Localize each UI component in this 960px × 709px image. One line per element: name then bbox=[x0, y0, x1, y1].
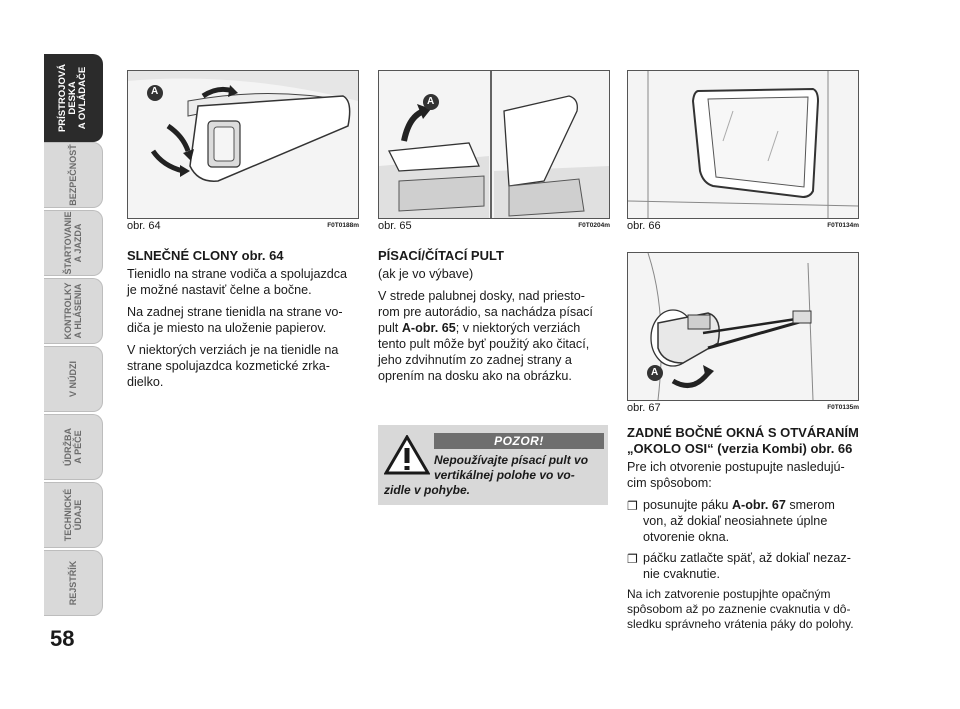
figure-64 bbox=[127, 70, 359, 219]
warning-box bbox=[378, 425, 608, 505]
title-text: ZADNÉ BOČNÉ OKNÁ S OTVÁRANÍM „OKOLO OSI“ (verzia Kombi) bbox=[627, 425, 859, 456]
warning-header: POZOR! bbox=[434, 433, 604, 449]
tab-bezpecnost[interactable] bbox=[44, 142, 103, 208]
figure-67 bbox=[627, 252, 859, 401]
section-title bbox=[627, 425, 859, 457]
warning-text-continued: zidle v pohybe. bbox=[384, 483, 471, 497]
sun-visor-illustration bbox=[128, 71, 358, 218]
figure-code: F0T0134m bbox=[827, 222, 859, 229]
tab-label: KONTROLKY A HLÁSENIA bbox=[63, 282, 83, 340]
checkbox-bullet-icon: ❐ bbox=[627, 499, 638, 513]
warning-triangle-icon bbox=[384, 435, 430, 475]
tab-pristrojova-deska[interactable] bbox=[44, 54, 103, 142]
section-title: PÍSACÍ/ČÍTACÍ PULT bbox=[378, 248, 504, 263]
tab-udrzba[interactable] bbox=[44, 414, 103, 480]
tab-kontrolky[interactable] bbox=[44, 278, 103, 344]
paragraph: Tienidlo na strane vodiča a spolujazdca je možné nastaviť čelne a bočne. bbox=[127, 267, 348, 297]
figure-code: F0T0188m bbox=[327, 222, 359, 229]
text-run: ; v niektorých verziách tento pult môže byť použitý ako čitací, jeho zdvihnutím zo zadnej strany a oprením na dosku ako na obrázku. bbox=[378, 321, 590, 383]
tab-v-nudzi[interactable] bbox=[44, 346, 103, 412]
figure-reference: A-obr. 67 bbox=[731, 498, 786, 512]
tab-rejstrik[interactable] bbox=[44, 550, 103, 616]
marker-a: A bbox=[427, 96, 435, 107]
text-run: posunujte páku bbox=[643, 498, 732, 512]
marker-a: A bbox=[151, 86, 159, 97]
paragraph: Na zadnej strane tienidla na strane vo-diča je miesto na uloženie papierov. bbox=[127, 305, 343, 335]
checkbox-bullet-icon: ❐ bbox=[627, 552, 638, 566]
tab-label: ÚDRŽBA A PÉČE bbox=[63, 428, 83, 466]
figure-65 bbox=[378, 70, 610, 219]
rear-windows-section bbox=[627, 425, 859, 638]
tab-label: TECHNICKÉ ÚDAJE bbox=[63, 488, 83, 542]
figure-code: F0T0204m bbox=[578, 222, 610, 229]
paragraph bbox=[378, 288, 606, 384]
paragraph: V niektorých verziách je na tienidle na strane spolujazdca kozmetické zrka-dielko. bbox=[127, 343, 339, 389]
list-item bbox=[627, 497, 859, 545]
writing-desk-section bbox=[378, 248, 606, 390]
text-run: smerom von, až dokiaľ neosiahnete úplne otvorenie okna. bbox=[643, 498, 835, 544]
figure-number: obr. 67 bbox=[627, 402, 661, 414]
sun-visors-section bbox=[127, 248, 355, 396]
list-item bbox=[627, 550, 859, 582]
figure-code: F0T0135m bbox=[827, 404, 859, 411]
section-subtitle: (ak je vo výbave) bbox=[378, 267, 474, 281]
text-run: páčku zatlačte späť, až dokiaľ nezaz-nie cvaknutie. bbox=[643, 551, 851, 581]
figure-number: obr. 65 bbox=[378, 220, 412, 232]
figure-reference: obr. 64 bbox=[241, 248, 284, 263]
figure-reference: A-obr. 65 bbox=[401, 321, 456, 335]
figure-66 bbox=[627, 70, 859, 219]
side-window-illustration bbox=[628, 71, 858, 218]
tab-label: PRÍSTROJOVÁ DESKA A OVLÁDAČE bbox=[57, 63, 88, 133]
paragraph: Pre ich otvorenie postupujte nasledujú-cim spôsobom: bbox=[627, 460, 845, 490]
tab-label: BEZPEČNOSŤ bbox=[68, 144, 78, 206]
writing-desk-illustration bbox=[379, 71, 609, 218]
tab-label: V NÚDZI bbox=[68, 361, 78, 397]
text-run: V strede palubnej dosky, nad priesto-rom pre autorádio, sa nachádza písací pult bbox=[378, 289, 593, 335]
page-number: 58 bbox=[50, 626, 75, 651]
figure-number: obr. 64 bbox=[127, 220, 161, 232]
tab-label: REJSTŘÍK bbox=[68, 560, 78, 606]
figure-reference: obr. 66 bbox=[810, 441, 853, 456]
paragraph: Na ich zatvorenie postupjhte opačným spôsobom až po zaznenie cvaknutia v dô-sledku správneho vrátenia páky do polohy. bbox=[627, 587, 854, 631]
section-title bbox=[127, 248, 355, 264]
tab-label: ŠTARTOVANIE A JAZDA bbox=[63, 211, 83, 275]
marker-a: A bbox=[651, 367, 659, 378]
title-text: SLNEČNÉ CLONY bbox=[127, 248, 238, 263]
window-lever-illustration bbox=[628, 253, 858, 400]
tab-startovanie[interactable] bbox=[44, 210, 103, 276]
figure-number: obr. 66 bbox=[627, 220, 661, 232]
tab-technicke-udaje[interactable] bbox=[44, 482, 103, 548]
warning-text: Nepoužívajte písací pult vo vertikálnej polohe vo vo- bbox=[434, 453, 589, 482]
